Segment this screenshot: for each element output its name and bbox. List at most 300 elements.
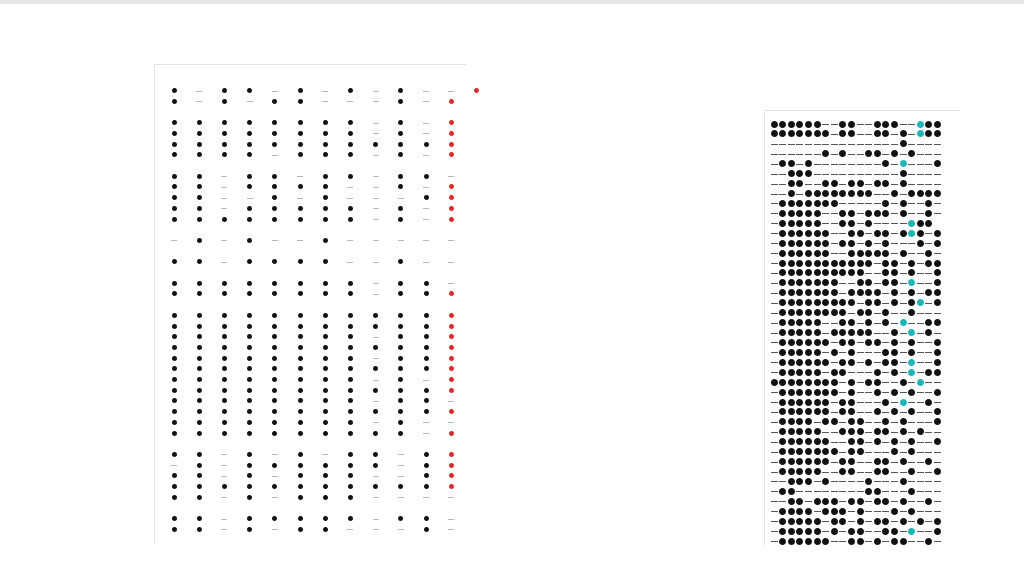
right-dash [882, 223, 889, 224]
left-dot [172, 142, 177, 147]
right-dot [917, 240, 924, 247]
left-dot [348, 366, 353, 371]
right-dot [805, 240, 812, 247]
left-dot [272, 398, 277, 403]
right-dot [891, 369, 898, 376]
left-dot [424, 334, 429, 339]
right-dot [805, 279, 812, 286]
right-dash [891, 382, 898, 383]
left-dot [222, 313, 227, 318]
right-dot [831, 418, 838, 425]
right-dot [848, 299, 855, 306]
right-dot [848, 319, 855, 326]
right-dash [865, 432, 872, 433]
right-dot [779, 458, 786, 465]
right-dash [771, 531, 778, 532]
right-dash [771, 213, 778, 214]
right-dot [831, 289, 838, 296]
right-dash [771, 541, 778, 542]
right-dot [796, 299, 803, 306]
right-dot [839, 339, 846, 346]
right-dash [865, 402, 872, 403]
right-dash [917, 392, 924, 393]
left-dot [247, 313, 252, 318]
left-dot [424, 345, 429, 350]
left-dot [298, 281, 303, 286]
right-dot [839, 508, 846, 515]
left-dash [272, 497, 278, 498]
right-dash [857, 134, 864, 135]
left-dash [373, 294, 379, 295]
left-dash [373, 91, 379, 92]
right-dot [934, 359, 941, 366]
left-dot [323, 184, 328, 189]
left-dot [197, 195, 202, 200]
left-dot [172, 345, 177, 350]
left-dash [423, 497, 429, 498]
right-dot [934, 339, 941, 346]
right-dash [771, 491, 778, 492]
right-dash [900, 243, 907, 244]
left-dot [348, 281, 353, 286]
right-dot [788, 269, 795, 276]
right-dot [908, 408, 915, 415]
right-dot [857, 289, 864, 296]
right-dot [848, 250, 855, 257]
left-dot [398, 356, 403, 361]
right-dash [908, 422, 915, 423]
right-dot [848, 528, 855, 535]
right-dash [908, 382, 915, 383]
right-dot [779, 269, 786, 276]
right-dot [882, 518, 889, 525]
right-dot [848, 359, 855, 366]
right-dot [900, 180, 907, 187]
right-dot [848, 448, 855, 455]
left-dot [272, 420, 277, 425]
left-dash [398, 476, 404, 477]
left-dash [347, 262, 353, 263]
right-dash [917, 184, 924, 185]
left-dot [373, 431, 378, 436]
right-dot [848, 230, 855, 237]
right-dash [771, 501, 778, 502]
right-dot [822, 448, 829, 455]
left-dot [298, 516, 303, 521]
left-dot [172, 420, 177, 425]
right-dot [857, 418, 864, 425]
left-dot [348, 152, 353, 157]
right-dot [788, 170, 795, 177]
left-dash [221, 519, 227, 520]
right-dash [900, 293, 907, 294]
left-dot [373, 452, 378, 457]
right-dot [900, 140, 907, 147]
left-dot [172, 409, 177, 414]
right-dot [814, 408, 821, 415]
right-dot [796, 269, 803, 276]
left-dot [323, 259, 328, 264]
left-red-dot [449, 120, 454, 125]
left-dash [221, 529, 227, 530]
right-dash [874, 223, 881, 224]
left-dot [348, 398, 353, 403]
left-dot [398, 281, 403, 286]
left-dot [272, 99, 277, 104]
right-dash [925, 342, 932, 343]
right-dash [839, 541, 846, 542]
left-dash [373, 358, 379, 359]
left-dot [298, 409, 303, 414]
right-dot [857, 498, 864, 505]
right-matrix [540, 0, 1024, 573]
right-dash [900, 452, 907, 453]
left-header-line [154, 64, 466, 65]
left-dot [398, 324, 403, 329]
left-dot [197, 431, 202, 436]
right-dot [805, 518, 812, 525]
right-dot [822, 389, 829, 396]
right-dot [814, 190, 821, 197]
right-dot [796, 339, 803, 346]
right-dash [917, 481, 924, 482]
left-dot [197, 120, 202, 125]
left-dot [398, 291, 403, 296]
right-dot [796, 200, 803, 207]
left-dash [423, 422, 429, 423]
left-dot [172, 174, 177, 179]
right-dot [839, 240, 846, 247]
right-dot [779, 240, 786, 247]
right-dot [805, 329, 812, 336]
right-dash [831, 144, 838, 145]
left-dash [322, 454, 328, 455]
left-dash [373, 208, 379, 209]
right-dot [788, 369, 795, 376]
right-dot [934, 260, 941, 267]
right-dash [925, 352, 932, 353]
right-dot [891, 538, 898, 545]
right-dash [882, 194, 889, 195]
right-dot [934, 230, 941, 237]
left-dot [348, 88, 353, 93]
right-dash [891, 243, 898, 244]
right-dot [865, 289, 872, 296]
right-dot [908, 468, 915, 475]
left-red-dot [449, 431, 454, 436]
right-dash [771, 243, 778, 244]
right-dash [857, 174, 864, 175]
left-dot [247, 206, 252, 211]
right-dot [934, 528, 941, 535]
right-dot [805, 130, 812, 137]
right-dash [839, 293, 846, 294]
right-dot [925, 250, 932, 257]
right-dot [814, 279, 821, 286]
right-dot [891, 299, 898, 306]
right-dash [900, 263, 907, 264]
left-dot [172, 452, 177, 457]
left-dot [172, 184, 177, 189]
left-dash [272, 155, 278, 156]
left-red-dot [449, 313, 454, 318]
left-dot [323, 388, 328, 393]
right-dot [805, 289, 812, 296]
right-dash [882, 392, 889, 393]
left-dot [272, 184, 277, 189]
right-dot [805, 309, 812, 316]
left-dot [348, 484, 353, 489]
right-dash [839, 144, 846, 145]
right-dash [908, 462, 915, 463]
right-dot [779, 349, 786, 356]
left-dash [373, 497, 379, 498]
right-dash [771, 313, 778, 314]
right-dot [814, 379, 821, 386]
right-dash [857, 402, 864, 403]
left-red-dot [449, 195, 454, 200]
right-dash [831, 174, 838, 175]
right-dash [925, 233, 932, 234]
left-dot [197, 131, 202, 136]
right-dot [839, 309, 846, 316]
left-dot [197, 259, 202, 264]
left-dash [398, 454, 404, 455]
left-dot [298, 217, 303, 222]
left-dot [398, 431, 403, 436]
left-dot [373, 463, 378, 468]
right-dash [771, 362, 778, 363]
left-dot [298, 452, 303, 457]
left-dot [172, 291, 177, 296]
right-dot [891, 190, 898, 197]
left-red-dot [449, 206, 454, 211]
left-dot [398, 174, 403, 179]
right-dash [917, 452, 924, 453]
right-dash [925, 313, 932, 314]
right-dash [771, 194, 778, 195]
right-dot [796, 538, 803, 545]
right-dash [771, 283, 778, 284]
right-dash [779, 144, 786, 145]
right-dot [865, 329, 872, 336]
right-dash [865, 164, 872, 165]
right-dot [796, 468, 803, 475]
right-dot [908, 150, 915, 157]
right-dash [822, 213, 829, 214]
right-dot [925, 289, 932, 296]
right-dash [925, 442, 932, 443]
right-dot [796, 458, 803, 465]
right-dot [848, 408, 855, 415]
right-dot [814, 399, 821, 406]
right-dot [874, 130, 881, 137]
right-dot [796, 250, 803, 257]
right-dash [865, 501, 872, 502]
right-dash [925, 452, 932, 453]
left-dash [373, 219, 379, 220]
right-dot [779, 518, 786, 525]
left-dash [373, 529, 379, 530]
right-dot [848, 458, 855, 465]
right-dash [874, 511, 881, 512]
left-dot [247, 409, 252, 414]
right-dash [857, 491, 864, 492]
right-dash [771, 223, 778, 224]
right-dot [814, 339, 821, 346]
right-dash [917, 511, 924, 512]
left-dash [448, 401, 454, 402]
left-dot [424, 142, 429, 147]
right-dash [822, 174, 829, 175]
right-dot [814, 369, 821, 376]
right-dash [865, 541, 872, 542]
right-dot [779, 528, 786, 535]
right-dash [831, 154, 838, 155]
right-dash [865, 511, 872, 512]
right-dash [917, 154, 924, 155]
left-dot [398, 313, 403, 318]
left-dot [348, 356, 353, 361]
right-dash [900, 442, 907, 443]
right-dash [891, 432, 898, 433]
right-dash [900, 333, 907, 334]
left-dash [448, 240, 454, 241]
right-dash [934, 402, 941, 403]
left-red-dot [449, 334, 454, 339]
left-dot [348, 313, 353, 318]
left-dot [398, 259, 403, 264]
left-dot [247, 366, 252, 371]
right-dash [874, 273, 881, 274]
right-dot [934, 269, 941, 276]
right-dash [831, 124, 838, 125]
left-dot [172, 388, 177, 393]
right-dot [779, 121, 786, 128]
right-dot [908, 438, 915, 445]
right-dash [805, 491, 812, 492]
right-dash [857, 392, 864, 393]
right-dot [865, 220, 872, 227]
right-dot [848, 130, 855, 137]
right-dash [900, 313, 907, 314]
right-dash [908, 501, 915, 502]
right-dot [814, 260, 821, 267]
right-dash [917, 293, 924, 294]
right-dot [857, 329, 864, 336]
right-dash [925, 283, 932, 284]
left-dot [172, 131, 177, 136]
right-dot [848, 379, 855, 386]
left-red-dot [449, 152, 454, 157]
right-dot [788, 488, 795, 495]
right-dot [771, 121, 778, 128]
right-dash [900, 352, 907, 353]
right-dash [917, 144, 924, 145]
right-dot [831, 508, 838, 515]
right-dash [848, 174, 855, 175]
left-dash [272, 91, 278, 92]
right-dot [882, 200, 889, 207]
right-dash [839, 253, 846, 254]
right-dot [805, 468, 812, 475]
left-dot [272, 281, 277, 286]
right-dot [822, 508, 829, 515]
right-dot [908, 389, 915, 396]
left-dot [272, 313, 277, 318]
right-dash [917, 174, 924, 175]
right-dot [900, 518, 907, 525]
right-cyan-dot [908, 359, 915, 366]
right-dash [891, 213, 898, 214]
right-dot [805, 418, 812, 425]
left-vertical-line [154, 64, 155, 544]
right-dash [874, 194, 881, 195]
left-dot [247, 281, 252, 286]
right-dot [865, 250, 872, 257]
right-dot [771, 130, 778, 137]
right-dot [779, 369, 786, 376]
right-dot [882, 240, 889, 247]
right-dash [839, 352, 846, 353]
right-dot [822, 498, 829, 505]
right-dash [891, 462, 898, 463]
left-dot [398, 206, 403, 211]
left-dot [222, 388, 227, 393]
left-dot [298, 152, 303, 157]
left-dot [172, 334, 177, 339]
right-dash [865, 144, 872, 145]
right-dash [882, 541, 889, 542]
right-dash [882, 442, 889, 443]
right-dot [805, 319, 812, 326]
right-dot [796, 309, 803, 316]
right-dash [882, 154, 889, 155]
left-dot [272, 366, 277, 371]
right-dot [831, 309, 838, 316]
right-dot [934, 438, 941, 445]
left-dot [298, 484, 303, 489]
right-dot [839, 190, 846, 197]
left-dot [197, 388, 202, 393]
right-dash [857, 203, 864, 204]
right-dot [874, 518, 881, 525]
right-dash [771, 432, 778, 433]
left-dot [298, 345, 303, 350]
right-dot [796, 408, 803, 415]
left-dot [298, 388, 303, 393]
right-dot [814, 299, 821, 306]
left-dot [348, 473, 353, 478]
left-dash [448, 91, 454, 92]
right-dot [865, 279, 872, 286]
left-red-dot [449, 184, 454, 189]
right-dot [831, 389, 838, 396]
left-dot [424, 281, 429, 286]
right-dash [891, 422, 898, 423]
right-dot [874, 468, 881, 475]
right-dash [934, 144, 941, 145]
right-dash [917, 531, 924, 532]
right-dash [874, 203, 881, 204]
right-dot [857, 190, 864, 197]
right-dot [908, 309, 915, 316]
right-dot [848, 269, 855, 276]
left-dot [323, 334, 328, 339]
right-dash [874, 352, 881, 353]
right-dot [925, 200, 932, 207]
left-dot [424, 484, 429, 489]
